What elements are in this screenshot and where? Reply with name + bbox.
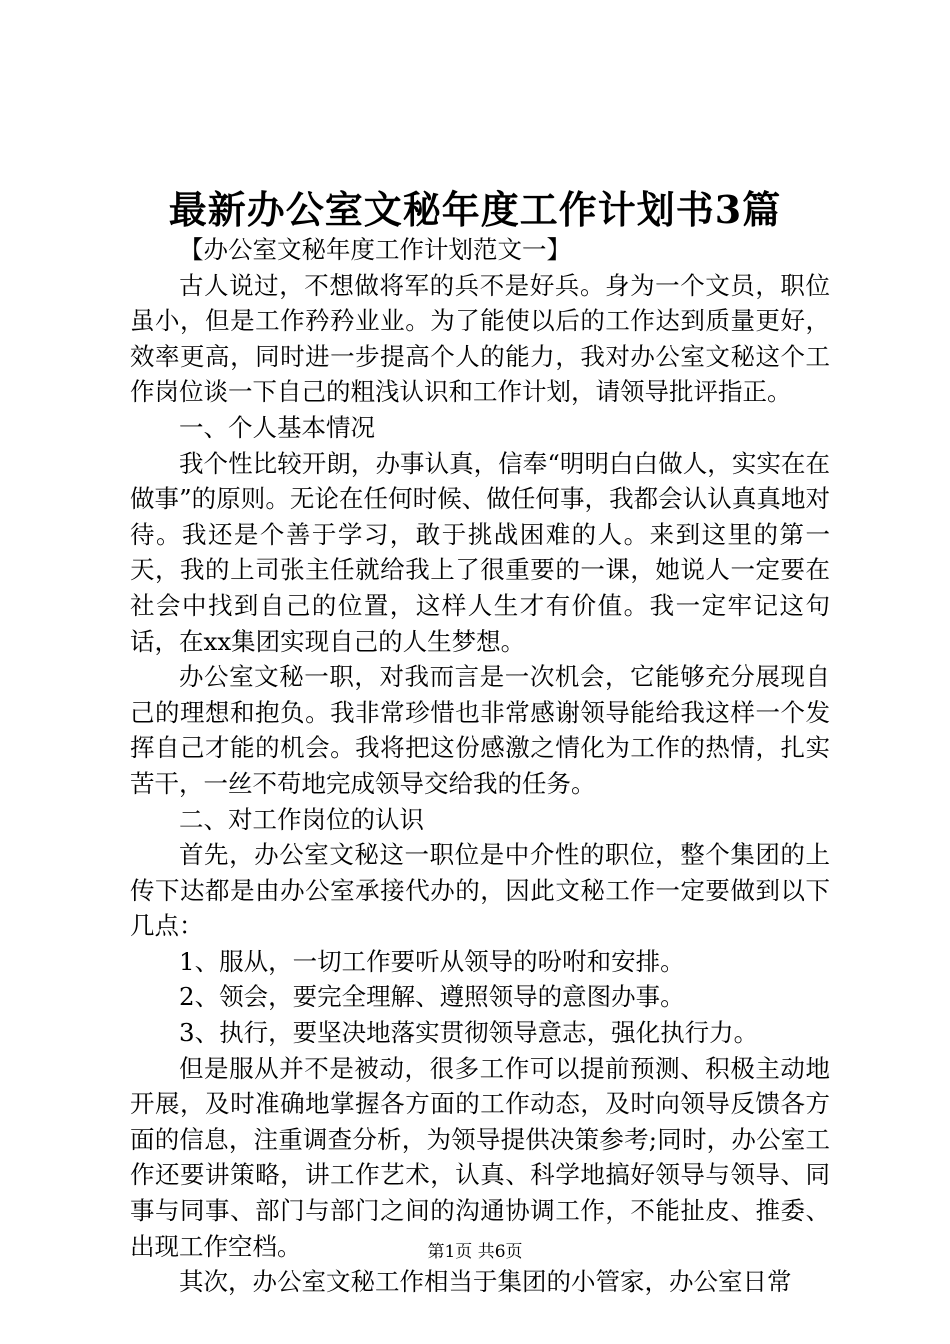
document-body (130, 232, 830, 1300)
subheading: 一、个人基本情况 (179, 412, 375, 442)
paragraph: 首先，办公室文秘这一职位是中介性的职位，整个集团的上传下达都是由办公室承接代办的，因此文秘工作一定要做到以下几点： (130, 840, 830, 941)
section-heading: 【办公室文秘年度工作计划范文一】 (179, 235, 571, 264)
paragraph: 古人说过，不想做将军的兵不是好兵。身为一个文员，职位虽小，但是工作矜矜业业。为了能使以后的工作达到质量更好，效率更高，同时进一步提高个人的能力，我对办公室文秘这个工作岗位谈一下自己的粗浅认识和工作计划，请领导批评指正。 (130, 270, 830, 407)
paragraph: 我个性比较开朗，办事认真，信奉“明明白白做人，实实在在做事”的原则。无论在任何时候、做任何事，我都会认认真真地对待。我还是个善于学习，敢于挑战困难的人。来到这里的第一天，我的上司张主任就给我上了很重要的一课，她说人一定要在社会中找到自己的位置，这样人生才有价值。我一定牢记这句话，在xx集团实现自己的人生梦想。 (130, 448, 830, 656)
list-item: 3、执行，要坚决地落实贯彻领导意志，强化执行力。 (179, 1018, 759, 1048)
page-footer: 第1页 共6页 (427, 1242, 523, 1262)
subheading: 二、对工作岗位的认识 (179, 804, 424, 834)
list-item: 2、领会，要完全理解、遵照领导的意图办事。 (179, 982, 685, 1012)
paragraph: 但是服从并不是被动，很多工作可以提前预测、积极主动地开展，及时准确地掌握各方面的工作动态，及时向领导反馈各方面的信息，注重调查分析，为领导提供决策参考;同时，办公室工作还要讲策略，讲工作艺术，认真、科学地搞好领导与领导、同事与同事、部门与部门之间的沟通协调工作，不能扯皮、推委、出现工作空档。 (130, 1053, 830, 1261)
list-item: 1、服从，一切工作要听从领导的吩咐和安排。 (179, 946, 685, 976)
paragraph: 办公室文秘一职，对我而言是一次机会，它能够充分展现自己的理想和抱负。我非常珍惜也非常感谢领导能给我这样一个发挥自己才能的机会。我将把这份感激之情化为工作的热情，扎实苦干，一丝不苟地完成领导交给我的任务。 (130, 662, 830, 798)
document-title: 最新办公室文秘年度工作计划书3篇 (168, 187, 782, 232)
paragraph: 其次，办公室文秘工作相当于集团的小管家，办公室日常 (179, 1267, 792, 1297)
